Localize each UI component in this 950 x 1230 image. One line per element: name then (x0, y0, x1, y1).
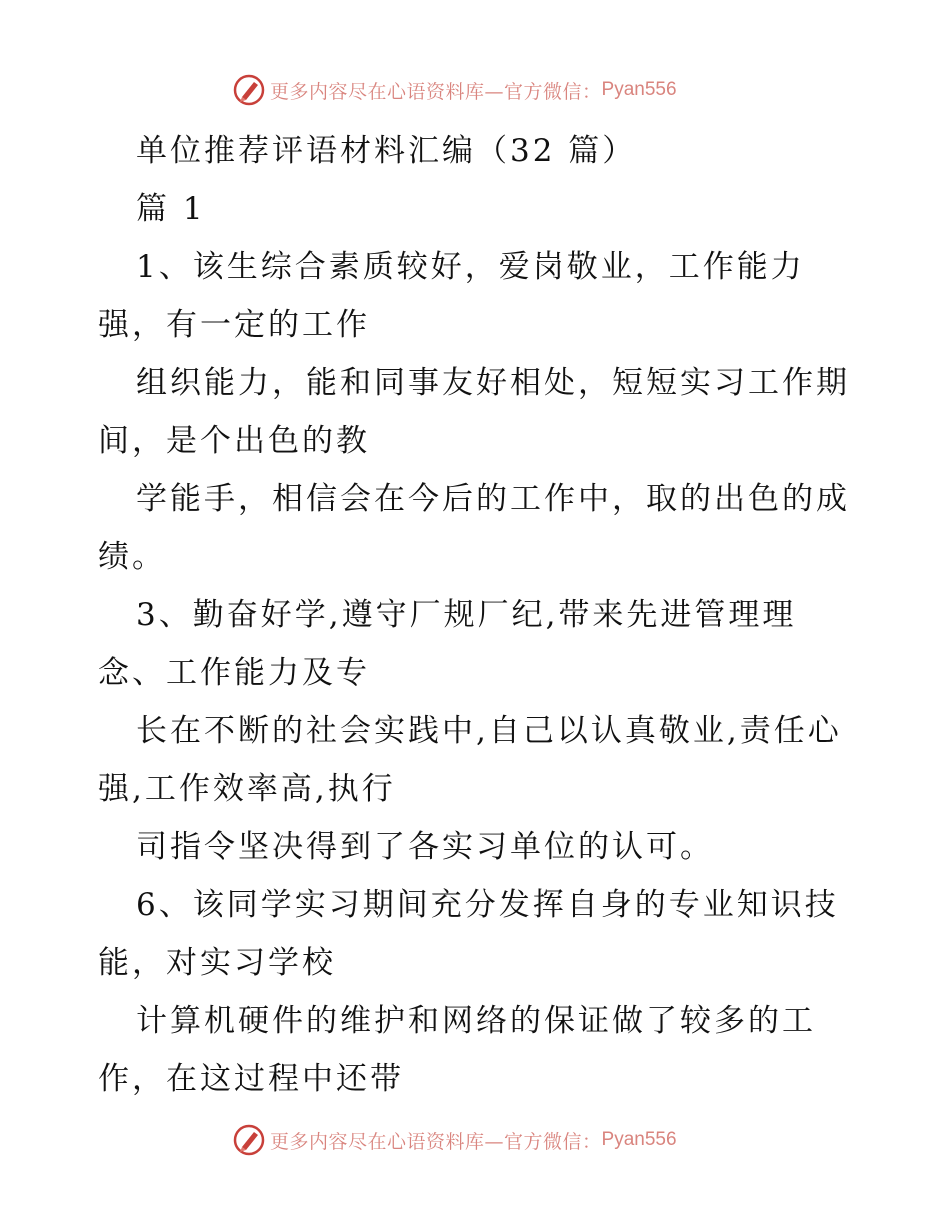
text-line: 3、勤奋好学,遵守厂规厂纪,带来先进管理理 (136, 597, 797, 633)
document-body (98, 122, 868, 1108)
pen-logo-icon (232, 73, 266, 107)
footer-banner (232, 1120, 677, 1160)
text-line: 作，在这过程中还带 (98, 1061, 404, 1097)
text-line: 篇 1 (136, 191, 206, 227)
footer-banner-text: 更多内容尽在心语资料库—官方微信： (270, 1130, 602, 1153)
text-line: 6、该同学实习期间充分发挥自身的专业知识技 (136, 887, 839, 923)
text-line: 1、该生综合素质较好，爱岗敬业，工作能力 (136, 249, 805, 285)
text-line: 强,工作效率高,执行 (98, 771, 396, 807)
pen-logo-icon (232, 1123, 266, 1157)
text-line: 计算机硬件的维护和网络的保证做了较多的工 (136, 1003, 816, 1039)
text-line: 能，对实习学校 (98, 945, 336, 981)
footer-wechat-id: Pyan556 (601, 1129, 677, 1150)
header-wechat-id: Pyan556 (601, 79, 677, 100)
text-line: 学能手，相信会在今后的工作中，取的出色的成 (136, 481, 850, 517)
text-line: 绩。 (98, 539, 166, 575)
header-banner (232, 70, 677, 110)
text-line: 间，是个出色的教 (98, 423, 370, 459)
text-line: 强，有一定的工作 (98, 307, 370, 343)
text-line: 单位推荐评语材料汇编（32 篇） (136, 133, 637, 169)
header-banner-text: 更多内容尽在心语资料库—官方微信： (270, 80, 602, 103)
text-line: 念、工作能力及专 (98, 655, 370, 691)
text-line: 司指令坚决得到了各实习单位的认可。 (136, 829, 714, 865)
text-line: 组织能力，能和同事友好相处，短短实习工作期 (136, 365, 850, 401)
text-line: 长在不断的社会实践中,自己以认真敬业,责任心 (136, 713, 842, 749)
